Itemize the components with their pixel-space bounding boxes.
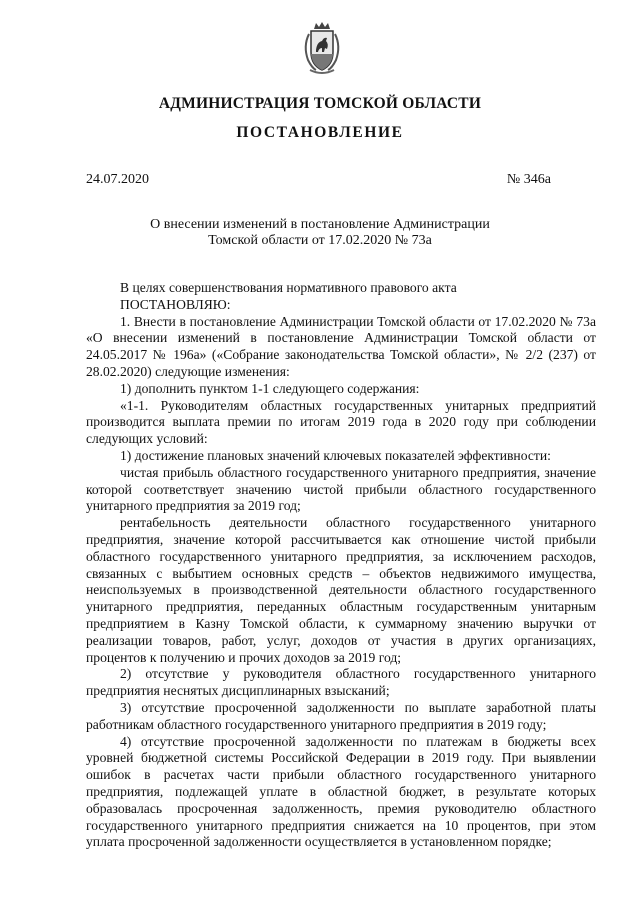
body-paragraph: 1) достижение плановых значений ключевых показателей эффективности: <box>120 447 551 463</box>
organization-name: АДМИНИСТРАЦИЯ ТОМСКОЙ ОБЛАСТИ <box>158 95 482 112</box>
body-paragraph: 4) отсутствие просроченной задолженности по платежам в бюджеты всех уровней бюджетной системы Российской Федерации в 2019 году. При выявлении ошибок в расчетах части прибыли областного государственного унитарного предприятия, подлежащей уплате в областной бюджет, в результате которых образовалась просроченная задолженность, премия руководителю областного государственного унитарного предприятия снижается на 10 процентов, при этом уплата просроченной задолженности осуществляется в установленном порядке; <box>86 733 596 850</box>
document-type: ПОСТАНОВЛЕНИЕ <box>236 124 404 141</box>
document-number: № 346а <box>506 172 551 187</box>
coat-of-arms-icon <box>300 20 344 76</box>
subject-line: Томской области от 17.02.2020 № 73а <box>208 233 432 248</box>
body-paragraph: 1) дополнить пунктом 1-1 следующего содержания: <box>120 380 420 396</box>
body-paragraph: рентабельность деятельности областного государственного унитарного предприятия, значение которой рассчитывается как отношение чистой прибыли областного государственного унитарного предприятия, за исключением расходов, связанных с выбытием основных средств – объектов недвижимого имущества, неиспользуемых в производственной деятельности областного государственного унитарного предприятия, переданных областным государственным унитарным предприятием в Казну Томской области, к суммарному значению выручки от реализации товаров, работ, услуг, доходов от участия в других организациях, процентов к получению и прочих доходов за 2019 год; <box>86 515 596 665</box>
body-paragraph: чистая прибыль областного государственного унитарного предприятия, значение которой соответствует значению чистой прибыли областного государственного унитарного предприятия за 2019 год; <box>86 464 596 514</box>
document-date: 24.07.2020 <box>86 172 149 187</box>
subject-line: О внесении изменений в постановление Администрации <box>150 217 490 232</box>
document-body <box>86 280 596 851</box>
body-paragraph: В целях совершенствования нормативного правового акта <box>120 280 457 295</box>
body-paragraph: ПОСТАНОВЛЯЮ: <box>120 296 231 312</box>
body-paragraph: 1. Внести в постановление Администрации Томской области от 17.02.2020 № 73а «О внесении изменений в постановление Администрации Томской области от 24.05.2017 № 196а» («Собрание законодательства Томской области», № 2/2 (237) от 28.02.2020) следующие изменения: <box>86 313 596 379</box>
body-paragraph: «1-1. Руководителям областных государственных унитарных предприятий производится выплата премии по итогам 2019 года в 2020 году при соблюдении следующих условий: <box>86 397 596 447</box>
document-subject <box>120 217 520 249</box>
body-paragraph: 2) отсутствие у руководителя областного государственного унитарного предприятия неснятых дисциплинарных взысканий; <box>86 666 596 699</box>
body-paragraph: 3) отсутствие просроченной задолженности по выплате заработной платы работникам областного государственного унитарного предприятия в 2019 году; <box>86 699 596 732</box>
